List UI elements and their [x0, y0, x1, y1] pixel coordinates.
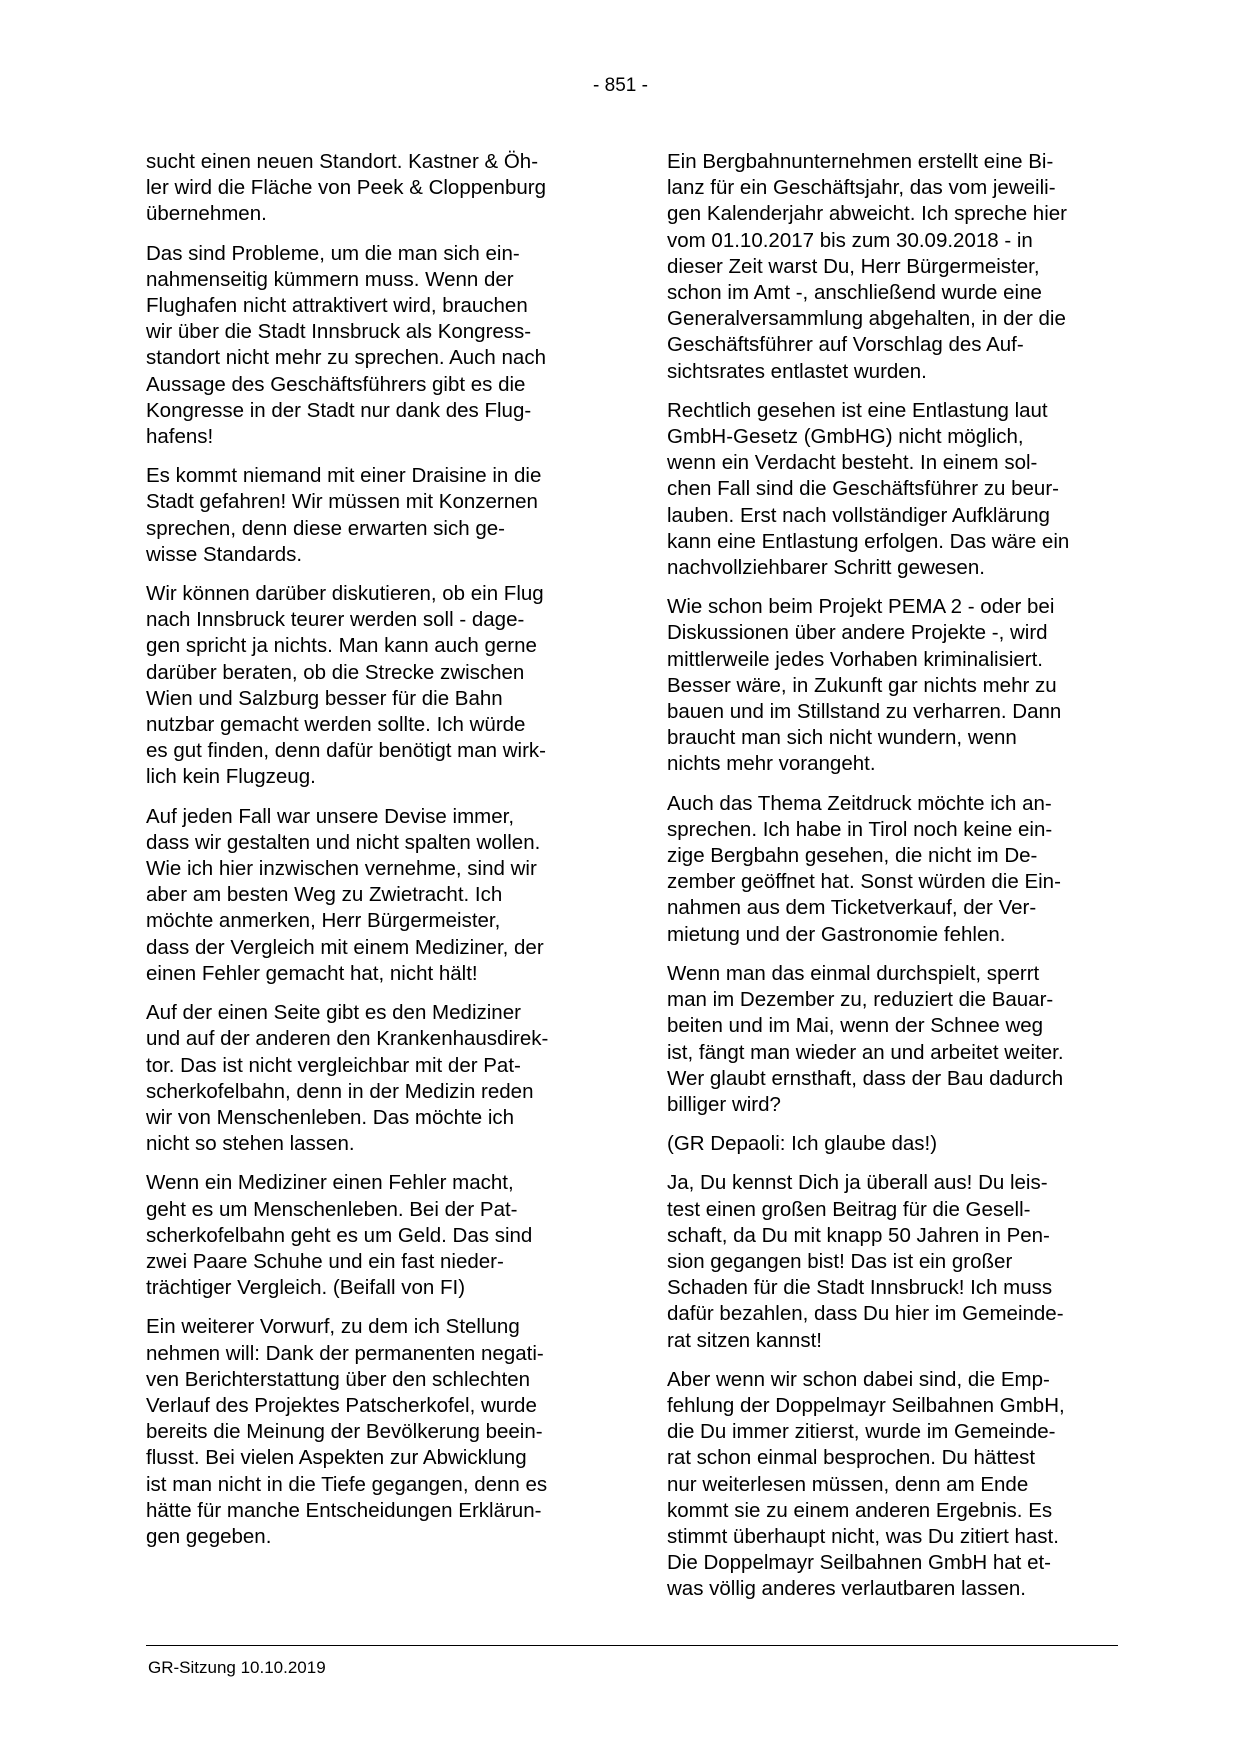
paragraph: Ja, Du kennst Dich ja überall aus! Du leis- test einen großen Beitrag für die Gesell- schaft, da Du mit knapp 50 Jahren in Pen- sion gegangen bist! Das ist ein großer Schaden für die Stadt Innsbruck! Ich muss dafür bezahlen, dass Du hier im Gemeinde- rat sitzen kannst!	[667, 1171, 1064, 1352]
paragraph: Auch das Thema Zeitdruck möchte ich an- sprechen. Ich habe in Tirol noch keine ein- zige Bergbahn gesehen, die nicht im De- zember geöffnet hat. Sonst würden die Ein- nahmen aus dem Ticketverkauf, der Ver- mietung und der Gastronomie fehlen.	[667, 791, 1061, 946]
paragraph: Aber wenn wir schon dabei sind, die Emp- fehlung der Doppelmayr Seilbahnen GmbH, die Du immer zitierst, wurde im Gemeinde- rat schon einmal besprochen. Du hättest nur weiterlesen müssen, denn am Ende kommt sie zu einem anderen Ergebnis. Es stimmt überhaupt nicht, was Du zitiert hast. Die Doppelmayr Seilbahnen GmbH hat et- was völlig anderes verlautbaren lassen.	[667, 1367, 1065, 1601]
paragraph: Ein Bergbahnunternehmen erstellt eine Bi- lanz für ein Geschäftsjahr, das vom jeweili- gen Kalenderjahr abweicht. Ich spreche hier vom 01.10.2017 bis zum 30.09.2018 - in dieser Zeit warst Du, Herr Bürgermeister, schon im Amt -, anschließend wurde eine Generalversammlung abgehalten, in der die Geschäftsführer auf Vorschlag des Auf- sichtsrates entlastet wurden.	[667, 150, 1067, 383]
paragraph: Das sind Probleme, um die man sich ein- nahmenseitig kümmern muss. Wenn der Flughafen nicht attraktivert wird, brauchen wir über die Stadt Innsbruck als Kongress- standort nicht mehr zu sprechen. Auch nach Aussage des Geschäftsführers gibt es die Kongresse in der Stadt nur dank des Flug- hafens!	[146, 241, 546, 449]
right-column	[667, 149, 1127, 1616]
left-column	[146, 149, 598, 1563]
paragraph: Wie schon beim Projekt PEMA 2 - oder bei Diskussionen über andere Projekte -, wird mittlerweile jedes Vorhaben kriminalisiert. Besser wäre, in Zukunft gar nichts mehr zu bauen und im Stillstand zu verharren. Dann braucht man sich nicht wundern, wenn nichts mehr vorangeht.	[667, 595, 1062, 776]
paragraph: Es kommt niemand mit einer Draisine in die Stadt gefahren! Wir müssen mit Konzernen sprechen, denn diese erwarten sich ge- wisse Standards.	[146, 464, 542, 566]
paragraph: Wenn man das einmal durchspielt, sperrt man im Dezember zu, reduziert die Bauar- beiten und im Mai, wenn der Schnee weg ist, fängt man wieder an und arbeitet weiter. Wer glaubt ernsthaft, dass der Bau dadurch billiger wird?	[667, 961, 1064, 1116]
paragraph: Ein weiterer Vorwurf, zu dem ich Stellung nehmen will: Dank der permanenten negati- ven Berichterstattung über den schlechten Verlauf des Projektes Patscherkofel, wurde bereits die Meinung der Bevölkerung beein- flusst. Bei vielen Aspekten zur Abwicklung ist man nicht in die Tiefe gegangen, denn es hätte für manche Entscheidungen Erklärun- gen gegeben.	[146, 1315, 548, 1548]
paragraph: Wenn ein Mediziner einen Fehler macht, geht es um Menschenleben. Bei der Pat- scherkofelbahn geht es um Geld. Das sind zwei Paare Schuhe und ein fast nieder- trächtiger Vergleich. (Beifall von FI)	[146, 1171, 533, 1300]
paragraph: Auf der einen Seite gibt es den Mediziner und auf der anderen den Krankenhausdirek- tor. Das ist nicht vergleichbar mit der Pat- scherkofelbahn, denn in der Medizin reden wir von Menschenleben. Das möchte ich nicht so stehen lassen.	[146, 1001, 549, 1156]
interjection: (GR Depaoli: Ich glaube das!)	[667, 1132, 938, 1156]
footer-divider	[146, 1645, 1118, 1646]
paragraph: Rechtlich gesehen ist eine Entlastung laut GmbH-Gesetz (GmbHG) nicht möglich, wenn ein Verdacht besteht. In einem sol- chen Fall sind die Geschäftsführer zu beur- lauben. Erst nach vollständiger Aufklärung kann eine Entlastung erfolgen. Das wäre ein nachvollziehbarer Schritt gewesen.	[667, 398, 1070, 580]
paragraph: Wir können darüber diskutieren, ob ein Flug nach Innsbruck teurer werden soll - dage- gen spricht ja nichts. Man kann auch gerne darüber beraten, ob die Strecke zwischen Wien und Salzburg besser für die Bahn nutzbar gemacht werden sollte. Ich würde es gut finden, denn dafür benötigt man wirk- lich kein Flugzeug.	[146, 582, 546, 789]
footer-session-label: GR-Sitzung 10.10.2019	[148, 1658, 326, 1677]
page-number: - 851 -	[593, 75, 648, 96]
paragraph: sucht einen neuen Standort. Kastner & Öh- ler wird die Fläche von Peek & Cloppenburg übernehmen.	[146, 150, 546, 226]
paragraph: Auf jeden Fall war unsere Devise immer, dass wir gestalten und nicht spalten wollen. Wie ich hier inzwischen vernehme, sind wir aber am besten Weg zu Zwietracht. Ich möchte anmerken, Herr Bürgermeister, dass der Vergleich mit einem Mediziner, der einen Fehler gemacht hat, nicht hält!	[146, 804, 544, 985]
